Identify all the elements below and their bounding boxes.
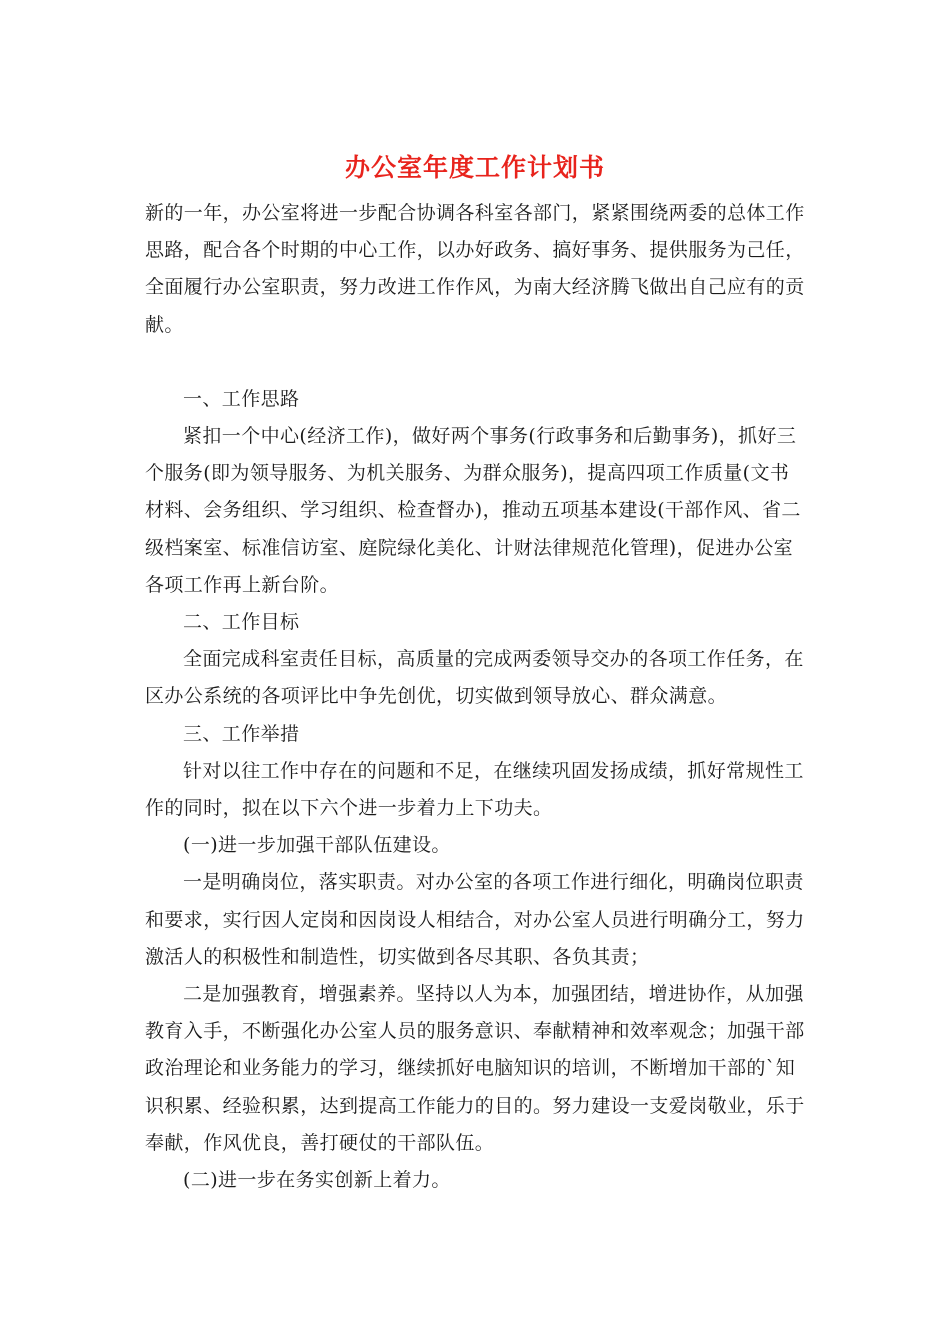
- section-body-2: 全面完成科室责任目标，高质量的完成两委领导交办的各项工作任务，在区办公系统的各项评比中争先创优，切实做到领导放心、群众满意。: [145, 648, 804, 708]
- blank-line: [145, 344, 807, 381]
- subsection-item-2: 二是加强教育，增强素养。坚持以人为本，加强团结，增进协作，从加强教育入手，不断强化办公室人员的服务意识、奉献精神和效率观念；加强干部政治理论和业务能力的学习，继续抓好电脑知识的培训，不断增加干部的`知识积累、经验积累，达到提高工作能力的目的。努力建设一支爱岗敬业，乐于奉献，作风优良，善打硬仗的干部队伍。: [145, 983, 805, 1154]
- section-heading-3: 三、工作举措: [183, 722, 300, 745]
- subsection-item-1: 一是明确岗位，落实职责。对办公室的各项工作进行细化，明确岗位职责和要求，实行因人定岗和因岗设人相结合，对办公室人员进行明确分工，努力激活人的积极性和制造性，切实做到各尽其职、各负其责；: [145, 871, 805, 968]
- section-body-1: 紧扣一个中心(经济工作)，做好两个事务(行政事务和后勤事务)，抓好三个服务(即为领导服务、为机关服务、为群众服务)，提高四项工作质量(文书材料、会务组织、学习组织、检查督办)，推动五项基本建设(干部作风、省二级档案室、标准信访室、庭院绿化美化、计财法律规范化管理)，促进办公室各项工作再上新台阶。: [145, 425, 801, 596]
- document-title: 办公室年度工作计划书: [344, 153, 605, 182]
- document-body: [145, 195, 807, 1199]
- section-heading-2: 二、工作目标: [183, 611, 300, 634]
- intro-paragraph: 新的一年，办公室将进一步配合协调各科室各部门，紧紧围绕两委的总体工作思路，配合各个时期的中心工作，以办好政务、搞好事务、提供服务为己任，全面履行办公室职责，努力改进工作作风，为南大经济腾飞做出自己应有的贡献。: [145, 202, 805, 336]
- subsection-heading-1: (一)进一步加强干部队伍建设。: [183, 834, 451, 857]
- section-heading-1: 一、工作思路: [183, 387, 300, 410]
- subsection-heading-2: (二)进一步在务实创新上着力。: [183, 1169, 451, 1192]
- section-body-3: 针对以往工作中存在的问题和不足，在继续巩固发扬成绩，抓好常规性工作的同时，拟在以下六个进一步着力上下功夫。: [145, 759, 804, 820]
